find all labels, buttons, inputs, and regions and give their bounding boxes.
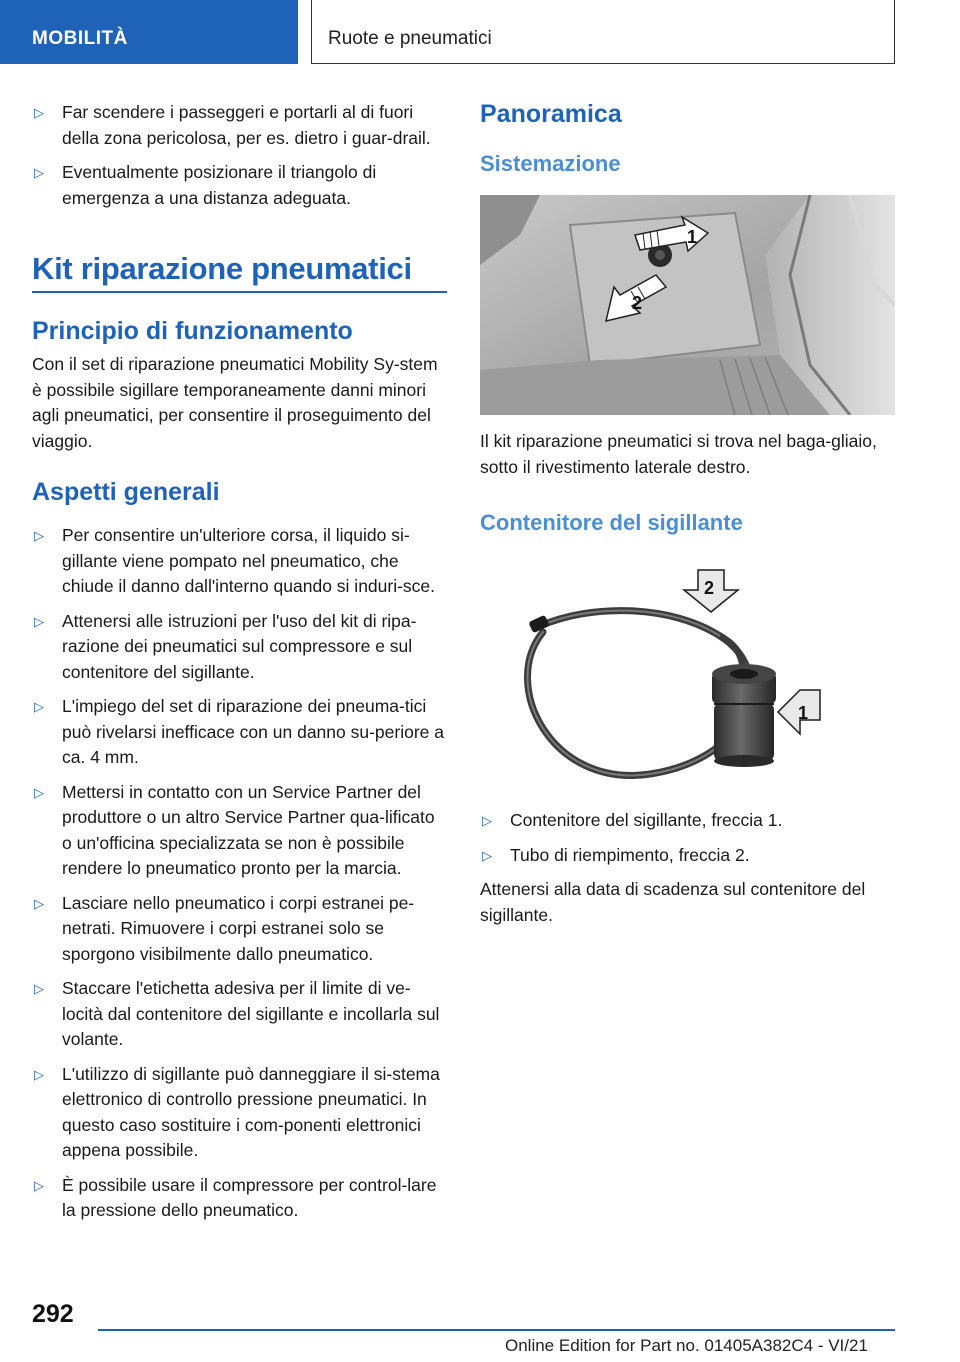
triangle-bullet-icon: ▷ bbox=[34, 105, 44, 120]
footer-divider bbox=[98, 1329, 895, 1331]
right-column bbox=[480, 100, 896, 928]
list-item bbox=[480, 843, 896, 869]
triangle-bullet-icon: ▷ bbox=[34, 1066, 44, 1082]
list-item-text: L'utilizzo di sigillante può danneggiare il si-stema elettronico di controllo pressione pneumatici. In questo caso sostituire i com-ponenti elettronici appena possibile. bbox=[62, 1063, 440, 1160]
list-item bbox=[32, 160, 447, 211]
triangle-bullet-icon: ▷ bbox=[482, 813, 492, 828]
page-number: 292 bbox=[32, 1300, 74, 1328]
triangle-bullet-icon: ▷ bbox=[482, 847, 492, 863]
header-section-tab bbox=[0, 0, 298, 64]
list-item bbox=[32, 891, 447, 968]
list-item-text: Contenitore del sigillante, freccia 1. bbox=[510, 810, 783, 830]
container-text: Attenersi alla data di scadenza sul contenitore del sigillante. bbox=[480, 879, 866, 925]
list-item-text: È possibile usare il compressore per control-lare la pressione dello pneumatico. bbox=[62, 1174, 437, 1220]
placement-heading: Sistemazione bbox=[480, 151, 621, 176]
header-chapter-box bbox=[311, 0, 895, 64]
list-item bbox=[32, 609, 447, 686]
list-item bbox=[32, 780, 447, 882]
triangle-bullet-icon: ▷ bbox=[34, 895, 44, 911]
triangle-bullet-icon: ▷ bbox=[34, 613, 44, 629]
triangle-bullet-icon: ▷ bbox=[34, 1177, 44, 1193]
list-item bbox=[32, 100, 447, 151]
list-item-text: Staccare l'etichetta adesiva per il limite di ve-locità dal contenitore del sigillante e incollarla sul volante. bbox=[62, 978, 440, 1049]
section-label: MOBILITÀ bbox=[32, 28, 128, 49]
triangle-bullet-icon: ▷ bbox=[34, 165, 44, 180]
triangle-bullet-icon: ▷ bbox=[34, 981, 44, 996]
list-item-text: Mettersi in contatto con un Service Partner del produttore o un altro Service Partner qua-lificato o un'officina specializzata se non è possibile rendere lo pneumatico pronto per la marcia. bbox=[62, 781, 435, 878]
sealant-container-illustration bbox=[480, 564, 895, 794]
placement-text: Il kit riparazione pneumatici si trova nel baga-gliaio, sotto il rivestimento laterale destro. bbox=[480, 431, 877, 477]
list-item bbox=[32, 976, 447, 1053]
list-item bbox=[32, 694, 447, 771]
list-item bbox=[32, 1173, 447, 1224]
list-item-text: L'impiego del set di riparazione dei pneuma-tici può rivelarsi inefficace con un danno su-periore a ca. 4 mm. bbox=[62, 696, 444, 767]
list-item bbox=[32, 523, 447, 600]
list-item bbox=[480, 808, 896, 834]
principle-heading: Principio di funzionamento bbox=[32, 317, 353, 345]
triangle-bullet-icon: ▷ bbox=[34, 699, 44, 714]
triangle-bullet-icon: ▷ bbox=[34, 784, 44, 800]
trunk-illustration bbox=[480, 195, 895, 415]
trunk-callout-1: 1 bbox=[687, 227, 698, 247]
list-item-text: Lasciare nello pneumatico i corpi estranei pe-netrati. Rimuovere i corpi estranei solo se sporgono visibilmente dallo pneumatico. bbox=[62, 892, 415, 964]
left-column bbox=[32, 100, 447, 1233]
general-heading: Aspetti generali bbox=[32, 478, 220, 506]
container-heading: Contenitore del sigillante bbox=[480, 510, 743, 535]
chapter-label: Ruote e pneumatici bbox=[328, 28, 492, 49]
list-item bbox=[32, 1062, 447, 1164]
bottle-callout-1: 1 bbox=[798, 703, 809, 723]
list-item-text: Per consentire un'ulteriore corsa, il liquido si-gillante viene pompato nel pneumatico, che chiude il danno dall'interno quando si induri-sce. bbox=[62, 525, 436, 596]
list-item-text: Tubo di riempimento, freccia 2. bbox=[510, 844, 750, 865]
list-item-text: Eventualmente posizionare il triangolo di emergenza a una distanza adeguata. bbox=[62, 162, 377, 208]
list-item-text: Attenersi alle istruzioni per l'uso del kit di ripa-razione dei pneumatici sul compressore e sul contenitore del sigillante. bbox=[62, 610, 417, 682]
principle-text: Con il set di riparazione pneumatici Mobility Sy-stem è possibile sigillare temporaneamente danni minori agli pneumatici, per consentire il proseguimento del viaggio. bbox=[32, 354, 438, 451]
list-item-text: Far scendere i passeggeri e portarli al di fuori della zona pericolosa, per es. dietro i guar-drail. bbox=[62, 102, 431, 148]
footer-edition-text: Online Edition for Part no. 01405A382C4 - VI/21 bbox=[505, 1336, 868, 1355]
overview-heading: Panoramica bbox=[480, 100, 622, 128]
main-title: Kit riparazione pneumatici bbox=[32, 251, 447, 293]
trunk-callout-2: 2 bbox=[632, 293, 643, 313]
bottle-callout-2: 2 bbox=[704, 578, 715, 598]
triangle-bullet-icon: ▷ bbox=[34, 528, 44, 543]
